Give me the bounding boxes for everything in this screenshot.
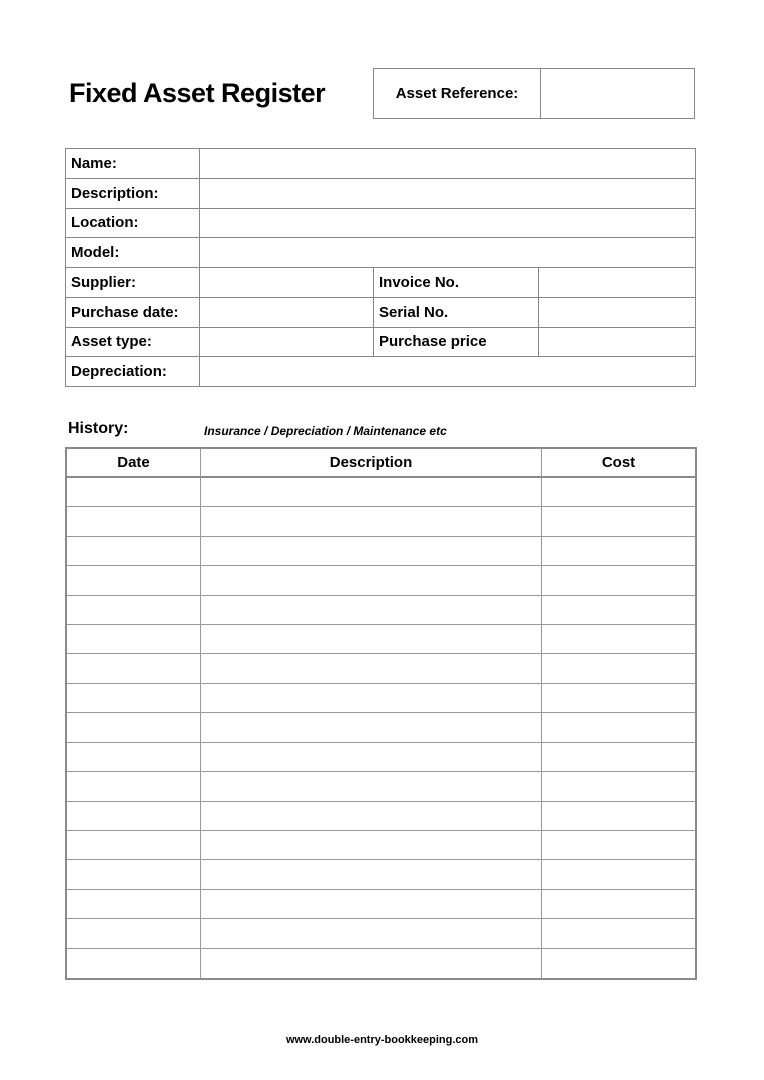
supplier-value-cell bbox=[200, 268, 374, 298]
history-row-17-date-cell bbox=[67, 949, 201, 978]
history-row-12-cost-cell bbox=[542, 802, 695, 831]
history-row-17-description-cell bbox=[201, 949, 542, 978]
depreciation-label: Depreciation: bbox=[66, 357, 200, 387]
history-row-6-date-cell bbox=[67, 625, 201, 654]
history-header-description: Description bbox=[201, 449, 542, 478]
history-row-16-date-cell bbox=[67, 919, 201, 948]
history-row-3-description-cell bbox=[201, 537, 542, 566]
history-row-14-cost-cell bbox=[542, 860, 695, 889]
history-row-17-cost-cell bbox=[542, 949, 695, 978]
history-row-9-date-cell bbox=[67, 713, 201, 742]
supplier-label: Supplier: bbox=[66, 268, 200, 298]
history-row-2-date-cell bbox=[67, 507, 201, 536]
history-row-12-description-cell bbox=[201, 802, 542, 831]
asset-details-table bbox=[65, 148, 696, 387]
location-value-cell bbox=[200, 209, 696, 239]
history-row-7-description-cell bbox=[201, 654, 542, 683]
history-row-4-date-cell bbox=[67, 566, 201, 595]
history-row-8-description-cell bbox=[201, 684, 542, 713]
history-row-10-cost-cell bbox=[542, 743, 695, 772]
history-row-16-cost-cell bbox=[542, 919, 695, 948]
depreciation-value-cell bbox=[200, 357, 696, 387]
history-note: Insurance / Depreciation / Maintenance etc bbox=[204, 424, 447, 438]
history-row-14-description-cell bbox=[201, 860, 542, 889]
history-label: History: bbox=[68, 420, 129, 437]
history-row-10-date-cell bbox=[67, 743, 201, 772]
description-value-cell bbox=[200, 179, 696, 209]
history-row-16-description-cell bbox=[201, 919, 542, 948]
purchase-date-value-cell bbox=[200, 298, 374, 328]
purchase-date-label: Purchase date: bbox=[66, 298, 200, 328]
history-row-8-date-cell bbox=[67, 684, 201, 713]
serial-no-label: Serial No. bbox=[374, 298, 539, 328]
history-row-12-date-cell bbox=[67, 802, 201, 831]
purchase-price-value-cell bbox=[539, 328, 696, 358]
history-row-4-description-cell bbox=[201, 566, 542, 595]
history-row-10-description-cell bbox=[201, 743, 542, 772]
name-value-cell bbox=[200, 149, 696, 179]
history-row-11-date-cell bbox=[67, 772, 201, 801]
page-title: Fixed Asset Register bbox=[69, 78, 326, 108]
location-label: Location: bbox=[66, 209, 200, 239]
history-row-1-date-cell bbox=[67, 478, 201, 507]
history-row-2-cost-cell bbox=[542, 507, 695, 536]
history-row-13-date-cell bbox=[67, 831, 201, 860]
history-row-5-date-cell bbox=[67, 596, 201, 625]
history-row-3-cost-cell bbox=[542, 537, 695, 566]
asset-type-value-cell bbox=[200, 328, 374, 358]
footer-url: www.double-entry-bookkeeping.com bbox=[285, 1034, 479, 1046]
history-row-11-description-cell bbox=[201, 772, 542, 801]
asset-reference-value-cell bbox=[541, 69, 694, 118]
history-row-1-cost-cell bbox=[542, 478, 695, 507]
history-header-cost: Cost bbox=[542, 449, 695, 478]
history-row-2-description-cell bbox=[201, 507, 542, 536]
history-row-11-cost-cell bbox=[542, 772, 695, 801]
purchase-price-label: Purchase price bbox=[374, 328, 539, 358]
history-row-13-description-cell bbox=[201, 831, 542, 860]
history-row-15-date-cell bbox=[67, 890, 201, 919]
history-row-9-description-cell bbox=[201, 713, 542, 742]
name-label: Name: bbox=[66, 149, 200, 179]
asset-reference-label: Asset Reference: bbox=[374, 69, 541, 118]
history-row-7-date-cell bbox=[67, 654, 201, 683]
history-table bbox=[65, 447, 697, 980]
history-header-date: Date bbox=[67, 449, 201, 478]
history-row-5-description-cell bbox=[201, 596, 542, 625]
history-row-15-cost-cell bbox=[542, 890, 695, 919]
history-row-13-cost-cell bbox=[542, 831, 695, 860]
model-label: Model: bbox=[66, 238, 200, 268]
history-row-7-cost-cell bbox=[542, 654, 695, 683]
asset-reference-box bbox=[373, 68, 695, 119]
history-row-3-date-cell bbox=[67, 537, 201, 566]
history-row-9-cost-cell bbox=[542, 713, 695, 742]
invoice-no-label: Invoice No. bbox=[374, 268, 539, 298]
description-label: Description: bbox=[66, 179, 200, 209]
asset-type-label: Asset type: bbox=[66, 328, 200, 358]
history-row-1-description-cell bbox=[201, 478, 542, 507]
model-value-cell bbox=[200, 238, 696, 268]
history-row-6-description-cell bbox=[201, 625, 542, 654]
serial-no-value-cell bbox=[539, 298, 696, 328]
history-row-8-cost-cell bbox=[542, 684, 695, 713]
history-row-14-date-cell bbox=[67, 860, 201, 889]
history-row-6-cost-cell bbox=[542, 625, 695, 654]
invoice-no-value-cell bbox=[539, 268, 696, 298]
history-row-15-description-cell bbox=[201, 890, 542, 919]
history-row-5-cost-cell bbox=[542, 596, 695, 625]
history-row-4-cost-cell bbox=[542, 566, 695, 595]
